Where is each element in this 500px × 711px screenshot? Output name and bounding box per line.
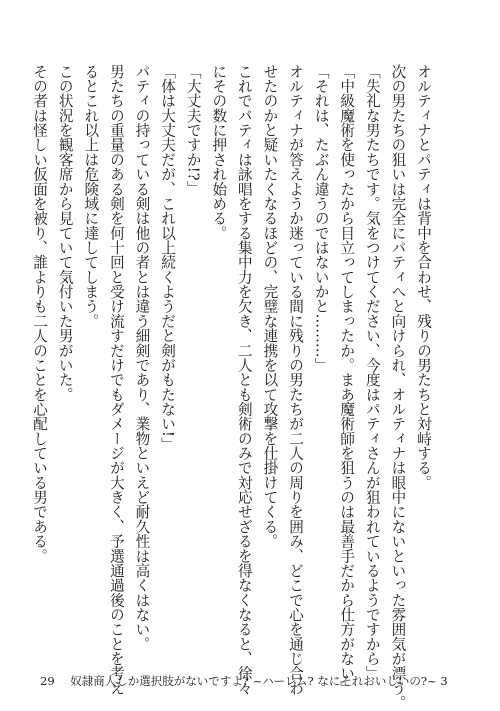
- text-line: 次の男たちの狙いは完全にパティへと向けられ、オルティナは眼中にないといった雰囲気が漂う。: [389, 64, 407, 710]
- text-line: オルティナが答えようか迷っている間に残りの男たちが二人の周りを囲み、どこで心を通じ合わ: [287, 64, 305, 696]
- page-number: 29: [40, 674, 55, 688]
- text-line: この状況を観客席から見ていて気付いた男がいた。: [56, 64, 74, 402]
- text-line: にその数に押され始める。: [210, 64, 228, 241]
- text-line: 「体は大丈夫だが、これ以上続くようだと剣がもたない!」: [159, 64, 177, 452]
- text-line: せたのかと疑いたくなるほどの、完璧な連携を以て攻撃を仕掛けてくる。: [261, 64, 279, 549]
- text-line: 男たちの重量のある剣を何十回と受け流すだけでもダメージが大きく、予選通過後のことを考え: [107, 64, 125, 696]
- text-line: るとこれ以上は危険域に達してしまう。: [82, 64, 100, 329]
- running-title: 奴隷商人しか選択肢がないですよ? ~ハーレム? なにそれおいしいの?~ 3: [70, 674, 448, 688]
- text-line: 「それは、たぶん違うのではないかと………」: [312, 64, 330, 373]
- page-footer: [40, 672, 448, 690]
- text-line: 「大丈夫ですか!?」: [184, 64, 202, 196]
- text-line: パティの持っている剣は他の者とは違う細剣であり、業物といえど耐久性は高くはない。: [133, 64, 151, 652]
- text-line: これでパティは詠唱をする集中力を欠き、二人とも剣術のみで対応せざるを得なくなると、徐々: [235, 64, 253, 696]
- text-line: オルティナとパティは背中を合わせ、残りの男たちと対峙する。: [415, 64, 432, 490]
- text-line: 「中級魔術を使ったから目立ってしまったか。まあ魔術師を狙うのは最善手だから仕方がない」: [338, 64, 356, 696]
- text-line: 「失礼な男たちです。気をつけてください、今度はパティさんが狙われているようですから」: [363, 64, 381, 681]
- text-line: その者は怪しい仮面を被り、誰よりも二人のことを心配している男である。: [31, 64, 49, 564]
